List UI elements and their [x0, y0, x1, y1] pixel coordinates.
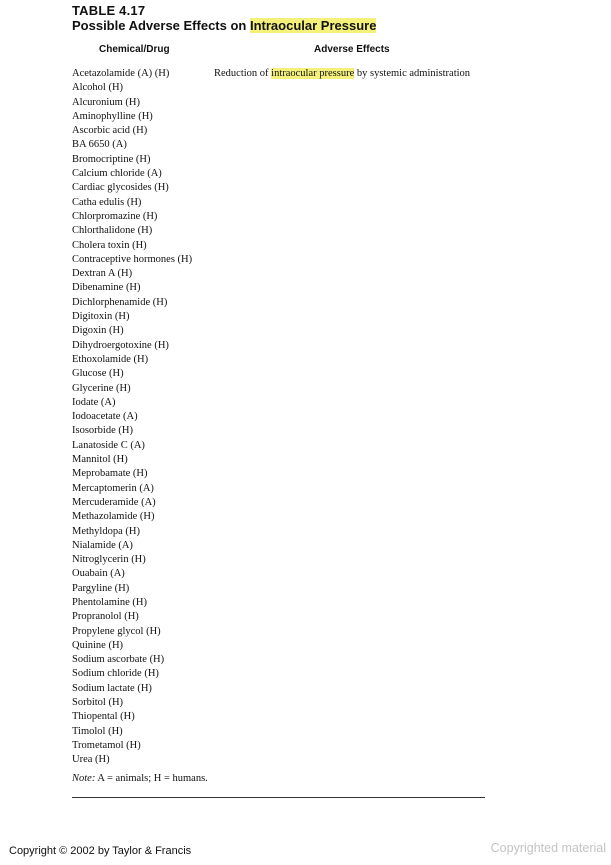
chemical-drug-cell: Alcohol (H) [72, 82, 124, 94]
table-row [72, 467, 502, 481]
table-row [72, 324, 502, 338]
column-header-effects: Adverse Effects [314, 44, 390, 55]
table-row [72, 410, 502, 424]
table-row [72, 167, 502, 181]
copyright-text: Copyright © 2002 by Taylor & Francis [9, 845, 192, 857]
chemical-drug-cell: Sodium lactate (H) [72, 682, 152, 694]
chemical-drug-cell: Meprobamate (H) [72, 468, 148, 480]
table-row [72, 138, 502, 152]
chemical-drug-cell: Trometamol (H) [72, 739, 141, 751]
chemical-drug-cell: BA 6650 (A) [72, 139, 127, 151]
chemical-drug-cell: Thiopental (H) [72, 711, 135, 723]
chemical-drug-cell: Ethoxolamide (H) [72, 353, 149, 365]
chemical-drug-cell: Dichlorphenamide (H) [72, 296, 168, 308]
table-row [72, 353, 502, 367]
table-row [72, 67, 502, 81]
chemical-drug-cell: Chlorpromazine (H) [72, 210, 158, 222]
table-row [72, 81, 502, 95]
table-row [72, 510, 502, 524]
note-label: Note: [72, 773, 96, 784]
table-title [72, 18, 376, 33]
chemical-drug-cell: Sodium ascorbate (H) [72, 654, 165, 666]
chemical-drug-cell: Digitoxin (H) [72, 311, 130, 323]
table-row [72, 610, 502, 624]
chemical-drug-cell: Nitroglycerin (H) [72, 554, 146, 566]
table-row [72, 424, 502, 438]
chemical-drug-cell: Chlorthalidone (H) [72, 225, 153, 237]
table-row [72, 582, 502, 596]
chemical-drug-cell: Lanatoside C (A) [72, 439, 145, 451]
table-row [72, 539, 502, 553]
table-row [72, 210, 502, 224]
table-row [72, 396, 502, 410]
table-row [72, 339, 502, 353]
table-row [72, 625, 502, 639]
table-row [72, 639, 502, 653]
chemical-drug-cell: Mercuderamide (A) [72, 496, 156, 508]
chemical-drug-cell: Propranolol (H) [72, 611, 139, 623]
chemical-drug-cell: Aminophylline (H) [72, 110, 153, 122]
chemical-drug-cell: Ascorbic acid (H) [72, 125, 148, 137]
chemical-drug-cell: Nialamide (A) [72, 539, 133, 551]
table-bottom-rule [72, 797, 485, 798]
table-row [72, 482, 502, 496]
chemical-drug-cell: Digoxin (H) [72, 325, 124, 337]
chemical-drug-cell: Timolol (H) [72, 725, 123, 737]
table-row [72, 367, 502, 381]
table-row [72, 496, 502, 510]
note-text: A = animals; H = humans. [95, 773, 208, 784]
chemical-drug-cell: Propylene glycol (H) [72, 625, 161, 637]
table-body [72, 67, 502, 768]
chemical-drug-cell: Ouabain (A) [72, 568, 125, 580]
effect-text-before: Reduction of [214, 68, 272, 79]
chemical-drug-cell: Calcium chloride (A) [72, 168, 162, 180]
chemical-drug-cell: Sodium chloride (H) [72, 668, 159, 680]
chemical-drug-cell: Dibenamine (H) [72, 282, 141, 294]
chemical-drug-cell: Mercaptomerin (A) [72, 482, 154, 494]
chemical-drug-cell: Contraceptive hormones (H) [72, 253, 193, 265]
chemical-drug-cell: Cholera toxin (H) [72, 239, 147, 251]
chemical-drug-cell: Alcuronium (H) [72, 96, 140, 108]
table-number: TABLE 4.17 [72, 3, 146, 18]
table-row [72, 725, 502, 739]
chemical-drug-cell: Isosorbide (H) [72, 425, 133, 437]
table-row [72, 739, 502, 753]
chemical-drug-cell: Bromocriptine (H) [72, 153, 151, 165]
table-row [72, 696, 502, 710]
table-row [72, 553, 502, 567]
table-row [72, 281, 502, 295]
chemical-drug-cell: Cardiac glycosides (H) [72, 182, 169, 194]
chemical-drug-cell: Phentolamine (H) [72, 596, 147, 608]
table-row [72, 153, 502, 167]
table-row [72, 196, 502, 210]
chemical-drug-cell: Acetazolamide (A) (H) [72, 68, 170, 79]
table-row [72, 667, 502, 681]
table-row [72, 653, 502, 667]
table-row [72, 710, 502, 724]
table-note [72, 773, 208, 784]
table-row [72, 96, 502, 110]
table-row [72, 596, 502, 610]
chemical-drug-cell: Iodate (A) [72, 396, 116, 408]
table-row [72, 124, 502, 138]
table-row [72, 453, 502, 467]
chemical-drug-cell: Sorbitol (H) [72, 697, 124, 709]
chemical-drug-cell: Quinine (H) [72, 639, 124, 651]
chemical-drug-cell: Glucose (H) [72, 368, 124, 380]
chemical-drug-cell: Glycerine (H) [72, 382, 131, 394]
table-row [72, 253, 502, 267]
table-title-highlight: Intraocular Pressure [249, 18, 377, 33]
table-row [72, 439, 502, 453]
chemical-drug-cell: Catha edulis (H) [72, 196, 142, 208]
table-row [72, 296, 502, 310]
chemical-drug-cell: Mannitol (H) [72, 454, 128, 466]
chemical-drug-cell: Pargyline (H) [72, 582, 130, 594]
chemical-drug-cell: Iodoacetate (A) [72, 411, 138, 423]
effect-text-highlight: intraocular pressure [271, 68, 355, 79]
chemical-drug-cell: Dihydroergotoxine (H) [72, 339, 169, 351]
table-row [72, 525, 502, 539]
table-row [72, 267, 502, 281]
table-row [72, 567, 502, 581]
effect-text-after: by systemic administration [354, 68, 471, 79]
table-row [72, 310, 502, 324]
copyrighted-material-watermark: Copyrighted material [490, 841, 606, 855]
chemical-drug-cell: Dextran A (H) [72, 268, 133, 280]
column-header-chemical: Chemical/Drug [99, 44, 170, 55]
chemical-drug-cell: Methazolamide (H) [72, 511, 155, 523]
table-row [72, 181, 502, 195]
chemical-drug-cell: Methyldopa (H) [72, 525, 140, 537]
chemical-drug-cell: Urea (H) [72, 754, 110, 766]
adverse-effect-cell [214, 67, 470, 81]
table-row [72, 382, 502, 396]
table-row [72, 753, 502, 767]
table-row [72, 239, 502, 253]
table-row [72, 110, 502, 124]
table-row [72, 682, 502, 696]
table-row [72, 224, 502, 238]
table-title-prefix: Possible Adverse Effects on [72, 18, 250, 33]
